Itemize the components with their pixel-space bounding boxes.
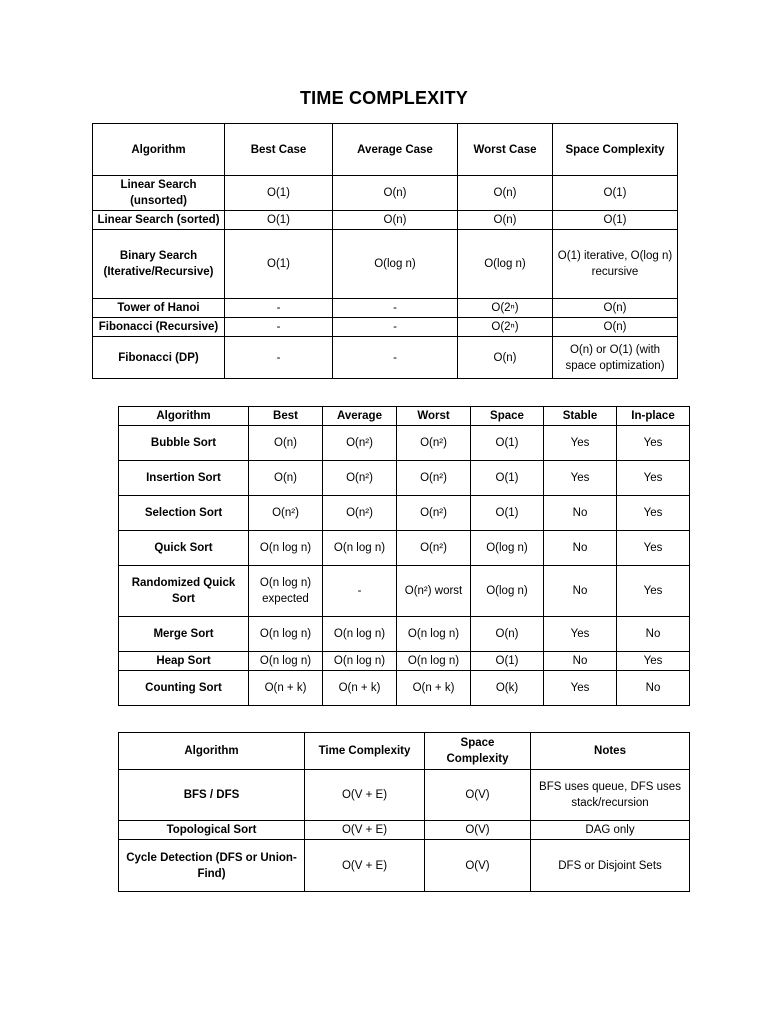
header-cell: Stable — [544, 407, 617, 426]
graph-complexity-table — [118, 732, 690, 892]
table-cell: No — [617, 617, 690, 652]
table-row — [93, 230, 678, 299]
table-row — [119, 652, 690, 671]
header-cell: Space Complexity — [425, 733, 531, 770]
table-row — [119, 821, 690, 840]
table-cell: O(n) — [333, 211, 458, 230]
table-cell: - — [225, 318, 333, 337]
header-cell: Space Complexity — [553, 124, 678, 176]
table-row — [93, 318, 678, 337]
table-row — [119, 461, 690, 496]
table-cell: O(n log n) — [249, 531, 323, 566]
header-cell: Worst Case — [458, 124, 553, 176]
table-cell: BFS uses queue, DFS uses stack/recursion — [531, 770, 690, 821]
header-cell: Algorithm — [119, 733, 305, 770]
table-cell: DAG only — [531, 821, 690, 840]
table-row — [119, 671, 690, 706]
table-header-row — [93, 124, 678, 176]
table-cell: No — [544, 496, 617, 531]
table-cell: Yes — [617, 426, 690, 461]
table-cell: Yes — [544, 461, 617, 496]
table-cell: O(log n) — [471, 531, 544, 566]
table-cell: O(n + k) — [249, 671, 323, 706]
table-cell: No — [544, 531, 617, 566]
table-cell: O(k) — [471, 671, 544, 706]
table-cell: O(n + k) — [397, 671, 471, 706]
algorithm-cell: Counting Sort — [119, 671, 249, 706]
table-cell: O(n log n) — [323, 531, 397, 566]
table-cell: O(n) — [249, 461, 323, 496]
table-cell: Yes — [544, 426, 617, 461]
table-header-row — [119, 407, 690, 426]
table-cell: O(1) — [471, 652, 544, 671]
algorithm-cell: Cycle Detection (DFS or Union-Find) — [119, 840, 305, 892]
table-cell: O(n log n) — [397, 652, 471, 671]
table-cell: O(V) — [425, 821, 531, 840]
header-cell: Worst — [397, 407, 471, 426]
table-cell: Yes — [617, 461, 690, 496]
table-row — [119, 840, 690, 892]
header-cell: Space — [471, 407, 544, 426]
table-cell: O(n) — [333, 176, 458, 211]
algorithm-cell: Selection Sort — [119, 496, 249, 531]
algorithm-cell: BFS / DFS — [119, 770, 305, 821]
table-cell: - — [333, 337, 458, 379]
table-cell: Yes — [617, 566, 690, 617]
table-cell: O(n²) — [323, 426, 397, 461]
page-title: TIME COMPLEXITY — [299, 88, 468, 108]
table-cell: - — [225, 337, 333, 379]
table-cell: No — [544, 652, 617, 671]
table-cell: O(V + E) — [305, 821, 425, 840]
table-cell: - — [333, 299, 458, 318]
table-cell: O(1) — [225, 211, 333, 230]
table-cell: O(n) — [553, 299, 678, 318]
header-cell: Notes — [531, 733, 690, 770]
search-complexity-table — [92, 123, 678, 379]
table-cell: O(n log n) — [249, 652, 323, 671]
table-header-row — [119, 733, 690, 770]
table-cell: O(n²) — [397, 426, 471, 461]
table-cell: Yes — [617, 531, 690, 566]
header-cell: Time Complexity — [305, 733, 425, 770]
table-row — [93, 176, 678, 211]
header-cell: Average Case — [333, 124, 458, 176]
table-cell: Yes — [617, 496, 690, 531]
table-cell: O(1) — [471, 426, 544, 461]
table-cell: Yes — [544, 671, 617, 706]
table-row — [119, 496, 690, 531]
algorithm-cell: Topological Sort — [119, 821, 305, 840]
table-cell: - — [333, 318, 458, 337]
table-cell: O(1) — [553, 211, 678, 230]
table-cell: O(n) — [458, 176, 553, 211]
algorithm-cell: Quick Sort — [119, 531, 249, 566]
table-cell: O(n²) — [323, 461, 397, 496]
table-cell: O(n) — [249, 426, 323, 461]
table-cell: O(1) iterative, O(log n) recursive — [553, 230, 678, 299]
table-cell: O(1) — [225, 230, 333, 299]
header-cell: Best — [249, 407, 323, 426]
table-row — [93, 299, 678, 318]
table-cell: Yes — [617, 652, 690, 671]
table-cell: Yes — [544, 617, 617, 652]
algorithm-cell: Heap Sort — [119, 652, 249, 671]
table-cell: O(V + E) — [305, 840, 425, 892]
algorithm-cell: Merge Sort — [119, 617, 249, 652]
table-cell: O(n + k) — [323, 671, 397, 706]
algorithm-cell: Randomized Quick Sort — [119, 566, 249, 617]
algorithm-cell: Binary Search (Iterative/Recursive) — [93, 230, 225, 299]
table-cell: O(n log n) — [323, 617, 397, 652]
table-cell: O(1) — [553, 176, 678, 211]
algorithm-cell: Linear Search (sorted) — [93, 211, 225, 230]
table-cell: No — [544, 566, 617, 617]
table-cell: O(V) — [425, 770, 531, 821]
algorithm-cell: Fibonacci (DP) — [93, 337, 225, 379]
table-row — [119, 770, 690, 821]
algorithm-cell: Linear Search (unsorted) — [93, 176, 225, 211]
table-cell: O(n²) — [397, 461, 471, 496]
header-cell: Best Case — [225, 124, 333, 176]
table-row — [119, 531, 690, 566]
table-cell: O(2ⁿ) — [458, 299, 553, 318]
algorithm-cell: Bubble Sort — [119, 426, 249, 461]
table-cell: O(log n) — [471, 566, 544, 617]
table-cell: O(n log n) — [249, 617, 323, 652]
table-cell: O(n) or O(1) (with space optimization) — [553, 337, 678, 379]
table-cell: O(log n) — [458, 230, 553, 299]
table-cell: O(n log n) — [323, 652, 397, 671]
table-cell: O(n²) — [397, 531, 471, 566]
sorting-complexity-table — [118, 406, 690, 706]
table-cell: DFS or Disjoint Sets — [531, 840, 690, 892]
algorithm-cell: Insertion Sort — [119, 461, 249, 496]
table-cell: O(n) — [458, 211, 553, 230]
table-row — [119, 426, 690, 461]
table-cell: O(n²) — [397, 496, 471, 531]
table-row — [93, 211, 678, 230]
table-cell: - — [225, 299, 333, 318]
table-cell: O(n) — [471, 617, 544, 652]
table-cell: O(n log n) — [397, 617, 471, 652]
table-cell: O(n²) worst — [397, 566, 471, 617]
header-cell: Algorithm — [93, 124, 225, 176]
table-cell: O(1) — [471, 496, 544, 531]
table-row — [93, 337, 678, 379]
table-cell: O(n²) — [323, 496, 397, 531]
table-cell: O(log n) — [333, 230, 458, 299]
table-cell: O(V + E) — [305, 770, 425, 821]
algorithm-cell: Tower of Hanoi — [93, 299, 225, 318]
table-cell: - — [323, 566, 397, 617]
table-cell: O(n log n) expected — [249, 566, 323, 617]
table-cell: O(n) — [553, 318, 678, 337]
table-cell: O(1) — [225, 176, 333, 211]
table-cell: O(n) — [458, 337, 553, 379]
table-row — [119, 566, 690, 617]
table-cell: O(2ⁿ) — [458, 318, 553, 337]
header-cell: In-place — [617, 407, 690, 426]
table-cell: No — [617, 671, 690, 706]
algorithm-cell: Fibonacci (Recursive) — [93, 318, 225, 337]
header-cell: Average — [323, 407, 397, 426]
table-cell: O(n²) — [249, 496, 323, 531]
table-cell: O(1) — [471, 461, 544, 496]
table-cell: O(V) — [425, 840, 531, 892]
header-cell: Algorithm — [119, 407, 249, 426]
table-row — [119, 617, 690, 652]
